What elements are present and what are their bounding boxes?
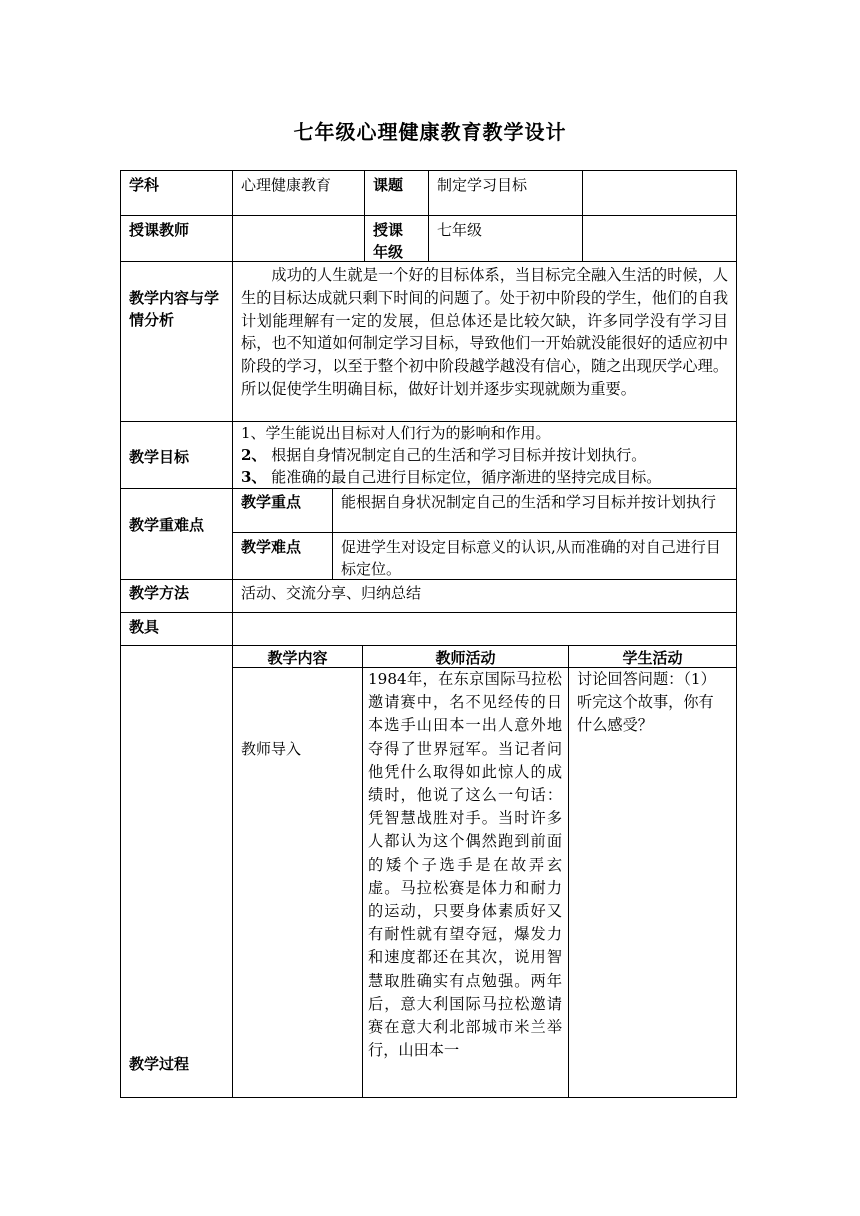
difficulty-label: 教学难点 bbox=[241, 538, 302, 556]
teacher-label: 授课教师 bbox=[129, 221, 190, 239]
document-title: 七年级心理健康教育教学设计 bbox=[293, 120, 567, 144]
topic-label: 课题 bbox=[373, 176, 404, 194]
goal-3-number: 3、 bbox=[241, 468, 267, 486]
teacher-value bbox=[233, 217, 364, 221]
goal-item-1: 1、学生能说出目标对人们行为的影响和作用。 bbox=[241, 424, 551, 442]
column-header-student: 学生活动 bbox=[622, 649, 683, 667]
teacher-activity-text: 1984年，在东京国际马拉松邀请赛中，名不见经传的日本选手山田本一出人意外地夺得了世界冠军。当记者问他凭什么取得如此惊人的成绩时，他说了这么一句话：凭智慧战胜对手。当时许多人都认为这个偶然跑到前面的矮个子选手是在故弄玄虚。马拉松赛是体力和耐力的运动，只要身体素质好又有耐性就有望夺冠，爆发力和速度都还在其次，说用智慧取胜确实有点勉强。两年后，意大利国际马拉松邀请赛在意大利北部城市米兰举行，山田本一 bbox=[368, 670, 562, 1060]
goals-list bbox=[233, 422, 736, 490]
goal-2-number: 2、 bbox=[241, 446, 267, 464]
goal-item-3 bbox=[241, 466, 728, 488]
column-header-teacher: 教师活动 bbox=[435, 649, 496, 667]
focus-text: 能根据自身状况制定自己的生活和学习目标并按计划执行 bbox=[341, 493, 717, 511]
grade-value: 七年级 bbox=[437, 221, 483, 239]
focus-label: 教学重点 bbox=[241, 493, 302, 511]
difficulty-text: 促进学生对设定目标意义的认识,从而准确的对自己进行目标定位。 bbox=[341, 538, 721, 578]
column-header-content: 教学内容 bbox=[267, 649, 328, 667]
topic-value: 制定学习目标 bbox=[437, 176, 528, 194]
analysis-text: 成功的人生就是一个好的目标体系，当目标完全融入生活的时候，人生的目标达成就只剩下时间的问题了。处于初中阶段的学生，他们的自我计划能理解有一定的发展，但总体还是比较欠缺，许多同学没有学习目标，也不知道如何制定学习目标，导致他们一开始就没能很好的适应初中阶段的学习，以至于整个初中阶段越学越没有信心，随之出现厌学心理。所以促使学生明确目标，做好计划并逐步实现就颇为重要。 bbox=[241, 266, 728, 398]
analysis-label: 教学内容与学情分析 bbox=[129, 289, 220, 329]
process-label: 教学过程 bbox=[129, 1055, 190, 1073]
goal-item-2 bbox=[241, 444, 728, 466]
tools-label: 教具 bbox=[129, 618, 160, 636]
tools-value bbox=[233, 614, 736, 618]
goal-2-text: 根据自身情况制定自己的生活和学习目标并按计划执行。 bbox=[266, 446, 647, 464]
grade-label: 授课年级 bbox=[373, 221, 404, 261]
method-label: 教学方法 bbox=[129, 584, 190, 602]
content-intro: 教师导入 bbox=[241, 740, 302, 758]
subject-value: 心理健康教育 bbox=[241, 176, 332, 194]
goals-label: 教学目标 bbox=[129, 448, 190, 466]
student-activity-text: 讨论回答问题：（1）听完这个故事，你有什么感受？ bbox=[577, 670, 716, 735]
goal-3-text: 能准确的最自己进行目标定位，循序渐进的坚持完成目标。 bbox=[266, 468, 662, 486]
keypoints-label: 教学重难点 bbox=[129, 516, 205, 534]
subject-label: 学科 bbox=[129, 176, 160, 194]
method-value: 活动、交流分享、归纳总结 bbox=[241, 584, 422, 602]
